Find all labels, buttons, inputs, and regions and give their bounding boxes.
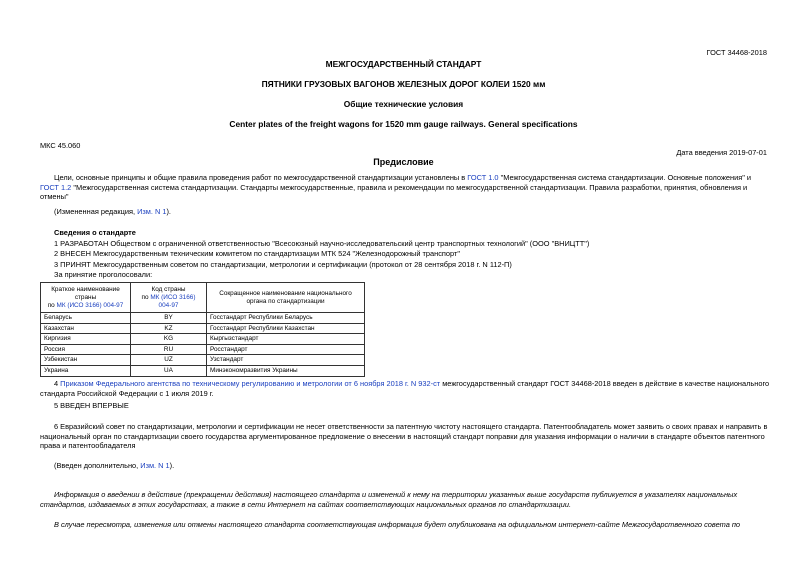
preface-paragraph-1 xyxy=(40,173,770,202)
mk-iso-3166-code-link-2[interactable]: 004-97 xyxy=(158,301,179,309)
mk-iso-3166-link[interactable]: МК (ИСО 3166) 004-97 xyxy=(56,301,124,309)
col3-line-a: Сокращенное наименование национального xyxy=(219,289,352,297)
country-cell: Беларусь xyxy=(41,313,131,324)
organization-cell: Минэкономразвития Украины xyxy=(207,365,365,376)
document-title: ПЯТНИКИ ГРУЗОВЫХ ВАГОНОВ ЖЕЛЕЗНЫХ ДОРОГ КОЛЕИ 1520 мм xyxy=(261,79,546,89)
standard-type: МЕЖГОСУДАРСТВЕННЫЙ СТАНДАРТ xyxy=(325,59,482,69)
organization-cell: Узстандарт xyxy=(207,355,365,366)
mk-iso-3166-code-link[interactable]: МК (ИСО 3166) xyxy=(150,293,196,301)
col1-line-b: страны xyxy=(74,293,97,301)
amendment-1-link-2[interactable]: Изм. N 1 xyxy=(140,461,170,470)
country-cell: Киргизия xyxy=(41,334,131,345)
table-row xyxy=(41,355,365,366)
organization-cell: Госстандарт Республики Беларусь xyxy=(207,313,365,324)
code-cell: UZ xyxy=(131,355,207,366)
code-cell: KG xyxy=(131,334,207,345)
table-row xyxy=(41,334,365,345)
col2-line-a: Код страны xyxy=(151,285,186,293)
table-row xyxy=(41,323,365,334)
p1-text-a: Цели, основные принципы и общие правила проведения работ по межгосударственной стандартизации установлены в xyxy=(54,173,468,182)
col1-line-c: по xyxy=(47,301,57,309)
document-subtitle: Общие технические условия xyxy=(343,99,464,109)
preface-heading: Предисловие xyxy=(373,157,434,167)
revision-note-1 xyxy=(40,207,770,217)
revision-note-2 xyxy=(40,461,770,471)
info-item-2: 2 ВНЕСЕН Межгосударственным техническим комитетом по стандартизации МТК 524 "Железнодорожный транспорт" xyxy=(54,249,460,258)
p1-text-b: "Межгосударственная система стандартизации. Основные положения" и xyxy=(498,173,752,182)
p1-text-c: "Межгосударственная система стандартизации. Стандарты межгосударственные, правила и рекомендации по межгосударственной стандартизации. Правила разработки, принятия, обновления и отмены" xyxy=(40,182,748,202)
item4-text: межгосударственный стандарт ГОСТ 34468-2018 введен в действие в качестве национального стандарта Российской Федерации с 1 июля 2019 г. xyxy=(40,379,770,398)
info-item-6: 6 Евразийский совет по стандартизации, метрологии и сертификации не несет ответственности за патентную чистоту настоящего стандарта. Патентообладатель может заявить о своих правах и направить в национальный орган по стандартизации своего государства аргументированное предложение о внесении в настоящий стандарт поправки для указания информации о наличии в стандарте объектов патентного права и патентообладателя xyxy=(40,422,768,451)
info-item-5: 5 ВВЕДЕН ВПЕРВЫЕ xyxy=(54,401,129,410)
column-header-country xyxy=(41,283,131,313)
code-cell: RU xyxy=(131,344,207,355)
organization-cell: Росстандарт xyxy=(207,344,365,355)
document-title-en: Center plates of the freight wagons for 1520 mm gauge railways. General specifications xyxy=(229,119,578,129)
rev2-text-b: ). xyxy=(169,461,175,470)
table-row xyxy=(41,313,365,324)
order-link[interactable]: Приказом Федерального агентства по техническому регулированию и метрологии от 6 ноября 2018 г. N 932-ст xyxy=(60,379,441,388)
introduction-date: Дата введения 2019-07-01 xyxy=(676,148,767,157)
info-item-3: 3 ПРИНЯТ Межгосударственным советом по стандартизации, метрологии и сертификации (протокол от 28 сентября 2018 г. N 112-П) xyxy=(54,260,512,269)
code-cell: UA xyxy=(131,365,207,376)
rev2-text-a: (Введен дополнительно, xyxy=(54,461,141,470)
item4-number: 4 xyxy=(54,379,61,388)
code-cell: BY xyxy=(131,313,207,324)
organization-cell: Госстандарт Республики Казахстан xyxy=(207,323,365,334)
voted-label: За принятие проголосовали: xyxy=(54,270,153,279)
organization-cell: Кыргызстандарт xyxy=(207,334,365,345)
table-header-row xyxy=(41,283,365,313)
col1-line-a: Краткое наименование xyxy=(51,285,120,293)
country-cell: Россия xyxy=(41,344,131,355)
mks-code: МКС 45.060 xyxy=(40,141,81,150)
standard-info-heading: Сведения о стандарте xyxy=(54,228,136,237)
gost-1-2-link[interactable]: ГОСТ 1.2 xyxy=(40,182,72,192)
rev1-text-b: ). xyxy=(166,207,171,216)
countries-table xyxy=(40,282,365,377)
gost-1-0-link[interactable]: ГОСТ 1.0 xyxy=(467,173,499,182)
rev1-text-a: (Измененная редакция, xyxy=(54,207,138,216)
column-header-organization xyxy=(207,283,365,313)
country-cell: Украина xyxy=(41,365,131,376)
revision-info-paragraph: В случае пересмотра, изменения или отмены настоящего стандарта соответствующая информация будет опубликована на официальном интернет-сайте Межгосударственного совета по xyxy=(54,520,741,529)
country-cell: Узбекистан xyxy=(41,355,131,366)
document-code: ГОСТ 34468-2018 xyxy=(706,48,767,57)
info-item-4 xyxy=(40,379,770,398)
info-item-1: 1 РАЗРАБОТАН Обществом с ограниченной ответственностью "Всесоюзный научно-исследовательский центр транспортных технологий" (ООО "ВНИЦТТ") xyxy=(54,239,590,248)
country-cell: Казахстан xyxy=(41,323,131,334)
col3-line-b: органа по стандартизации xyxy=(246,297,325,305)
column-header-code xyxy=(131,283,207,313)
table-row xyxy=(41,365,365,376)
table-row xyxy=(41,344,365,355)
amendment-1-link[interactable]: Изм. N 1 xyxy=(137,207,167,216)
code-cell: KZ xyxy=(131,323,207,334)
col2-line-b: по xyxy=(141,293,151,301)
publication-info-paragraph: Информация о введении в действие (прекращении действия) настоящего стандарта и изменений к нему на территории указанных выше государств публикуется в указателях национальных стандартов, издаваемых в этих государствах, а также в сети Интернет на сайтах соответствующих национальных органов по стандартизации. xyxy=(40,490,738,509)
